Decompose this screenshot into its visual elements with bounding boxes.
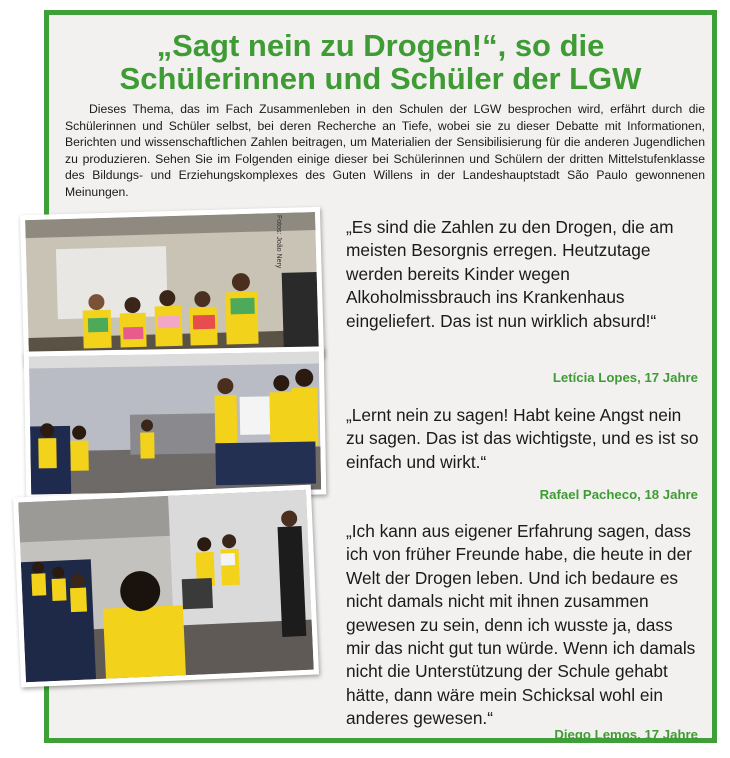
photo-presentation — [24, 346, 327, 499]
quote-1: „Es sind die Zahlen zu den Drogen, die am meisten Besorgnis erregen. Heutzutage werden bereits Kinder wegen Alkoholmissbrauch ins Krankenhaus eingeliefert. Das ist nun wirklich absurd!“ — [346, 217, 674, 331]
quote-author-3: Diego Lemos, 17 Jahre — [554, 727, 698, 742]
quote-2: „Lernt nein zu sagen! Habt keine Angst nein zu sagen. Das ist das wichtigste, und es ist so einfach und wirkt.“ — [346, 405, 699, 472]
quote-author-2: Rafael Pacheco, 18 Jahre — [539, 487, 698, 502]
photo-2-image — [29, 351, 321, 494]
article-title — [49, 29, 712, 95]
quote-3: „Ich kann aus eigener Erfahrung sagen, dass ich von früher Freunde habe, die heute in der Welt der Drogen leben. Und ich bedaure es nicht damals nicht mit ihnen zusammen gewesen zu sein, denn ich wusste ja, dass mir das nicht gut tun würde. Wenn ich damals nicht die Unterstützung der Schule gehabt hätte, dann wäre mein Schicksal wohl ein anderes gewesen.“ — [346, 521, 696, 729]
intro-paragraph — [65, 101, 705, 200]
quote-author-1: Letícia Lopes, 17 Jahre — [552, 370, 698, 385]
photo-credit: Fotos: João Nery — [275, 215, 282, 269]
photo-classroom — [13, 485, 319, 688]
title-line-2: Schülerinnen und Schüler der LGW — [119, 61, 642, 96]
title-line-1: „Sagt nein zu Drogen!“, so die — [156, 28, 605, 63]
intro-text: Dieses Thema, das im Fach Zusammenleben in den Schulen der LGW besprochen wird, erfährt durch die Schülerinnen und Schüler selbst, bei deren Recherche an Tiefe, wobei sie zu dieser Debatte mit Informationen, Berichten und wissenschaftlichen Zahlen beitragen, um Materialien der Sensibilisierung für die anderen Jugendlichen zu produzieren. Sehen Sie im Folgenden einige dieser bei Schülerinnen und Schülern der dritten Mittelstufenklasse des Bildungs- und Erziehungskomplexes des Guten Willens in der Landeshauptstadt São Paulo gewonnenen Meinungen. — [65, 102, 705, 199]
photo-3-image — [18, 490, 314, 682]
